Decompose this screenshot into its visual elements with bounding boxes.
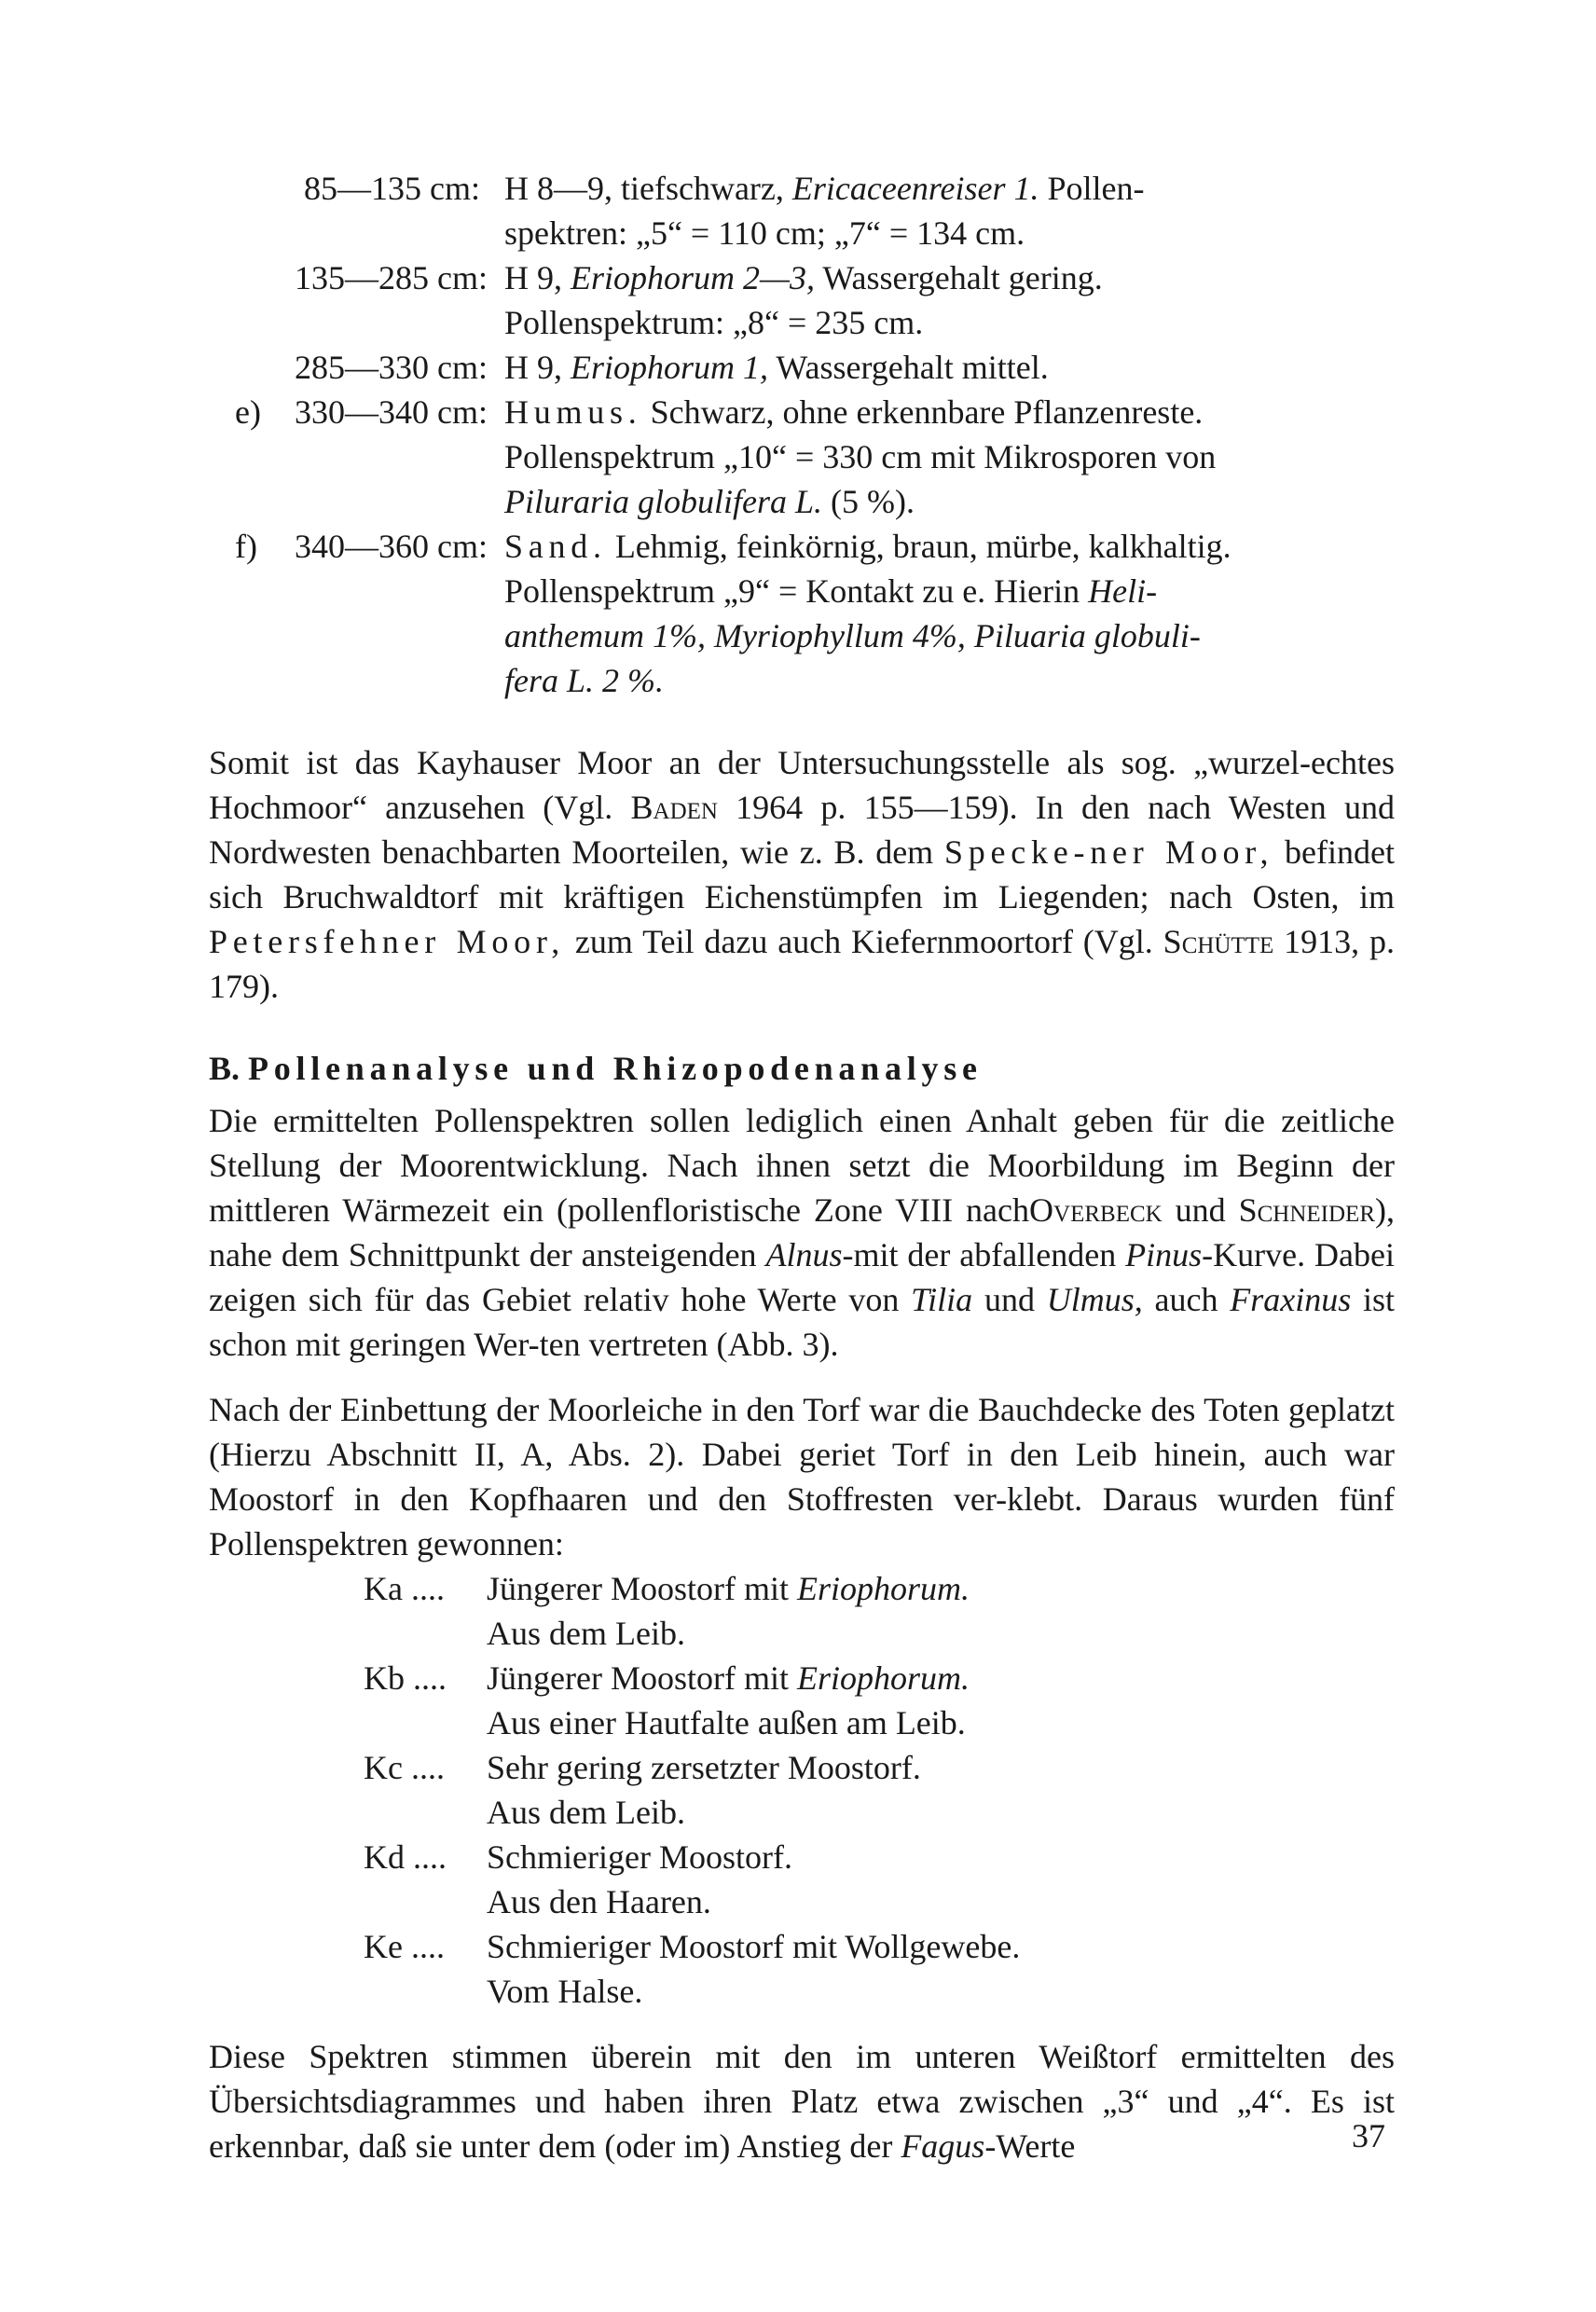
layer-depth: 285—330 cm: bbox=[295, 349, 488, 386]
text-run: Somit ist das Kayhauser Moor an der Untersuchungsstelle als sog. „wurzel- bbox=[209, 744, 1312, 781]
italic-term: anthemum 1%, Myriophyllum 4%, Piluaria globuli- bbox=[504, 617, 1201, 654]
paragraph-run bbox=[765, 1236, 853, 1273]
paragraph-run bbox=[1090, 833, 1273, 871]
sample-row-origin bbox=[209, 1879, 1395, 1924]
description-line bbox=[504, 166, 1395, 211]
author-name: Schütte bbox=[1163, 923, 1274, 960]
text-run: Pollen- bbox=[1039, 170, 1145, 207]
description-line bbox=[504, 345, 1395, 390]
paragraph-run bbox=[1230, 1281, 1351, 1318]
text-run: im Beginn der mittleren Wärmezeit ein (pollenfloristische Zone VIII nach bbox=[209, 1147, 1396, 1229]
sample-code: Ka .... bbox=[364, 1570, 445, 1607]
text-run: und bbox=[972, 1281, 1047, 1318]
layer-description bbox=[504, 255, 1395, 345]
stratigraphy-row bbox=[209, 524, 1395, 703]
text-run: Die ermittelten Pollenspektren sollen lediglich einen Anhalt geben für die bbox=[209, 1102, 1266, 1139]
author-name: Schneider bbox=[1238, 1191, 1375, 1229]
sample-description bbox=[487, 1835, 1395, 1879]
paragraph-run bbox=[209, 923, 565, 960]
paragraph-run bbox=[1163, 1191, 1239, 1229]
spaced-term: Specke- bbox=[943, 833, 1091, 871]
sample-code-empty bbox=[209, 1700, 487, 1745]
sample-row bbox=[209, 1745, 1395, 1790]
text-run: spektren: „5“ = 110 cm; „7“ = 134 cm. bbox=[504, 214, 1025, 252]
sample-code: Kc .... bbox=[364, 1749, 445, 1786]
layer-description bbox=[504, 390, 1395, 524]
text-run: Lehmig, feinkörnig, braun, mürbe, kalkhaltig. bbox=[606, 528, 1231, 565]
stratigraphy-row bbox=[209, 345, 1395, 390]
paragraph-run bbox=[984, 2127, 1075, 2165]
text-run: Pollenspektrum „9“ = Kontakt zu e. Hierin bbox=[504, 572, 1089, 610]
description-line bbox=[504, 434, 1395, 479]
paragraph-run bbox=[1125, 1236, 1202, 1273]
text-run: Leib hinein, auch war Moostorf in den Kopfhaaren und den Stoffresten ver- bbox=[209, 1436, 1395, 1518]
text-run: mit der abfallenden bbox=[853, 1236, 1126, 1273]
stratigraphy-row bbox=[209, 166, 1395, 255]
text-run: befindet sich Bruchwaldtorf mit kräftigen Eichenstümpfen im bbox=[209, 833, 1396, 915]
italic-term: Heli- bbox=[1088, 572, 1158, 610]
sample-code-empty bbox=[209, 1790, 487, 1835]
text-run: echtes Hochmoor“ anzusehen (Vgl. bbox=[209, 744, 1395, 826]
text-run: Pollenspektrum „10“ = 330 cm mit Mikrosporen von bbox=[504, 438, 1217, 475]
paragraph-run bbox=[631, 789, 718, 826]
paragraph-run bbox=[998, 878, 1395, 915]
text-run: Westen und Nordwesten benachbarten Moorteilen, wie z. B. dem bbox=[209, 789, 1395, 871]
text-run: Diese Spektren stimmen überein mit den im unteren Weißtorf ermittelten bbox=[209, 2038, 1327, 2075]
spaced-term: Petersfehner Moor, bbox=[209, 923, 566, 960]
paragraph-run bbox=[681, 1281, 911, 1318]
layer-letter bbox=[235, 166, 295, 255]
text-run: -Kurve. Dabei zeigen sich für das Gebiet relativ bbox=[209, 1236, 1395, 1318]
description-line bbox=[504, 255, 1395, 300]
paragraph-run bbox=[1143, 1281, 1231, 1318]
sample-description bbox=[487, 1924, 1395, 1969]
sample-description bbox=[487, 1566, 1395, 1611]
text-run: H 8—9, tiefschwarz, bbox=[504, 170, 792, 207]
paragraph-spectra-comparison bbox=[209, 2034, 1395, 2168]
sample-origin: Aus dem Leib. bbox=[487, 1615, 685, 1652]
description-line bbox=[504, 390, 1395, 434]
text-run: Wassergehalt mittel. bbox=[768, 349, 1049, 386]
sample-code-empty bbox=[209, 1611, 487, 1656]
paragraph-run bbox=[851, 923, 1163, 960]
paragraph-run bbox=[1239, 1191, 1375, 1229]
author-name: Overbeck bbox=[1029, 1191, 1163, 1229]
description-line bbox=[504, 211, 1395, 255]
layer-letter bbox=[235, 255, 295, 345]
description-line bbox=[504, 524, 1395, 569]
spaced-term: ner Moor, bbox=[1090, 833, 1274, 871]
text-run: -Werte bbox=[984, 2127, 1076, 2165]
text-run: hohe Werte von bbox=[681, 1281, 912, 1318]
paragraph-run bbox=[944, 833, 1090, 871]
text-run: ten vertreten (Abb. 3). bbox=[539, 1326, 839, 1363]
text-run: (5 %). bbox=[822, 483, 915, 520]
section-heading-title: Pollenanalyse und Rhizopodenanalyse bbox=[248, 1050, 983, 1087]
italic-term: Fagus bbox=[901, 2127, 985, 2165]
sample-list bbox=[209, 1566, 1395, 2014]
text-run: Jüngerer Moostorf mit bbox=[487, 1659, 797, 1697]
italic-term: Eriophorum. bbox=[796, 1570, 970, 1607]
italic-term: Fraxinus bbox=[1230, 1281, 1352, 1318]
layer-description bbox=[504, 166, 1395, 255]
text-run: Schmieriger Moostorf. bbox=[487, 1838, 792, 1876]
italic-term: Ericaceenreiser 1. bbox=[791, 170, 1039, 207]
layer-letter: f) bbox=[235, 528, 257, 565]
sample-code: Kd .... bbox=[364, 1838, 447, 1876]
sample-row bbox=[209, 1835, 1395, 1879]
italic-term: Pinus bbox=[1125, 1236, 1203, 1273]
spaced-term: Sand. bbox=[504, 528, 607, 565]
text-run: 1964 p. 155—159). In den nach bbox=[717, 789, 1212, 826]
sample-description bbox=[487, 1745, 1395, 1790]
paragraph-run bbox=[911, 1281, 972, 1318]
description-line bbox=[504, 479, 1395, 524]
sample-row bbox=[209, 1924, 1395, 1969]
paragraph-pollen-spectra bbox=[209, 1098, 1395, 1367]
italic-term: Ulmus, bbox=[1046, 1281, 1143, 1318]
paragraph-run bbox=[972, 1281, 1047, 1318]
text-run: Nach der Einbettung der Moorleiche in den Torf war die Bauchdecke des bbox=[209, 1391, 1196, 1428]
page-content bbox=[209, 166, 1395, 2168]
italic-term: Piluraria globulifera L. bbox=[504, 483, 823, 520]
sample-code: Kb .... bbox=[364, 1659, 447, 1697]
italic-term: fera L. 2 %. bbox=[504, 662, 664, 699]
sample-row bbox=[209, 1566, 1395, 1611]
text-run: Sehr gering zersetzter Moostorf. bbox=[487, 1749, 921, 1786]
text-run: zeitliche Stellung der Moorentwicklung. Nach ihnen setzt die Moorbildung bbox=[209, 1102, 1396, 1184]
layer-depth: 340—360 cm: bbox=[295, 528, 488, 565]
italic-term: Eriophorum. bbox=[796, 1659, 970, 1697]
paragraph-run bbox=[209, 1391, 1195, 1428]
layer-depth: 85—135 cm: bbox=[304, 170, 480, 207]
text-run: des Übersichtsdiagrammes und haben ihren Platz etwa zwischen „3“ und bbox=[209, 2038, 1396, 2120]
paragraph-run bbox=[1163, 923, 1274, 960]
description-line bbox=[504, 569, 1395, 613]
section-heading-prefix: B. bbox=[209, 1050, 249, 1087]
paragraph-run bbox=[718, 789, 1211, 826]
description-line bbox=[504, 658, 1395, 703]
text-run: 1913, p. 179). bbox=[209, 923, 1396, 1005]
spaced-term: Humus. bbox=[504, 393, 642, 431]
text-run: zum Teil dazu auch bbox=[565, 923, 842, 960]
section-heading-b bbox=[209, 1046, 1395, 1091]
paragraph-run bbox=[901, 2127, 984, 2165]
text-run: Kiefernmoortorf (Vgl. bbox=[851, 923, 1163, 960]
text-run: H 9, bbox=[504, 259, 571, 296]
italic-term: Alnus- bbox=[765, 1236, 854, 1273]
sample-row-origin bbox=[209, 1700, 1395, 1745]
page-number: 37 bbox=[1352, 2117, 1385, 2154]
paragraph-run bbox=[1047, 1281, 1143, 1318]
text-run: Liegenden; nach Osten, im bbox=[998, 878, 1395, 915]
description-line bbox=[504, 300, 1395, 345]
text-run: ), nahe dem Schnittpunkt der ansteigenden bbox=[209, 1191, 1395, 1273]
sample-description bbox=[487, 1656, 1395, 1700]
text-run: Wassergehalt gering. bbox=[815, 259, 1103, 296]
italic-term: Tilia bbox=[911, 1281, 973, 1318]
paragraph-run bbox=[209, 1102, 1265, 1139]
text-run: Schmieriger Moostorf mit Wollgewebe. bbox=[487, 1928, 1021, 1965]
paragraph-run bbox=[565, 923, 841, 960]
author-name: Baden bbox=[630, 789, 718, 826]
sample-row-origin bbox=[209, 1611, 1395, 1656]
sample-code: Ke .... bbox=[364, 1928, 445, 1965]
sample-origin: Vom Halse. bbox=[487, 1973, 643, 2010]
text-run: ist schon mit geringen Wer- bbox=[209, 1281, 1396, 1363]
paragraph-run bbox=[209, 2038, 1327, 2075]
text-run: klebt. Daraus wurden fünf Pollenspektren gewonnen: bbox=[209, 1480, 1395, 1562]
description-line bbox=[504, 613, 1395, 658]
paragraph-run bbox=[209, 744, 1311, 781]
paragraph-run bbox=[1029, 1191, 1163, 1229]
sample-row-origin bbox=[209, 1969, 1395, 2014]
text-run: H 9, bbox=[504, 349, 571, 386]
stratigraphy-list bbox=[209, 166, 1395, 703]
layer-depth: 330—340 cm: bbox=[295, 393, 488, 431]
sample-code-empty bbox=[209, 1969, 487, 2014]
sample-origin: Aus den Haaren. bbox=[487, 1883, 711, 1920]
text-run: „4“. Es ist erkennbar, daß sie unter dem (oder im) Anstieg der bbox=[209, 2083, 1395, 2165]
italic-term: Eriophorum 2—3, bbox=[571, 259, 816, 296]
italic-term: Eriophorum 1, bbox=[571, 349, 769, 386]
sample-row-origin bbox=[209, 1790, 1395, 1835]
sample-origin: Aus einer Hautfalte außen am Leib. bbox=[487, 1704, 966, 1741]
layer-letter bbox=[235, 345, 295, 390]
layer-description bbox=[504, 524, 1395, 703]
layer-depth: 135—285 cm: bbox=[295, 259, 488, 296]
text-run: Schwarz, ohne erkennbare Pflanzenreste. bbox=[641, 393, 1204, 431]
text-run: auch bbox=[1142, 1281, 1231, 1318]
text-run: und bbox=[1162, 1191, 1239, 1229]
paragraph-run bbox=[853, 1236, 1125, 1273]
sample-row bbox=[209, 1656, 1395, 1700]
text-run: Toten geplatzt (Hierzu Abschnitt II, A, Abs. 2). Dabei geriet Torf in den bbox=[209, 1391, 1395, 1473]
sample-origin: Aus dem Leib. bbox=[487, 1794, 685, 1831]
stratigraphy-row bbox=[209, 255, 1395, 345]
layer-description bbox=[504, 345, 1395, 390]
paragraph-moor-type bbox=[209, 740, 1395, 1009]
sample-code-empty bbox=[209, 1879, 487, 1924]
paragraph-run bbox=[540, 1326, 839, 1363]
layer-letter: e) bbox=[235, 393, 261, 431]
paragraph-moor-corpse bbox=[209, 1387, 1395, 1566]
text-run: Jüngerer Moostorf mit bbox=[487, 1570, 797, 1607]
text-run: Pollenspektrum: „8“ = 235 cm. bbox=[504, 304, 924, 341]
stratigraphy-row bbox=[209, 390, 1395, 524]
